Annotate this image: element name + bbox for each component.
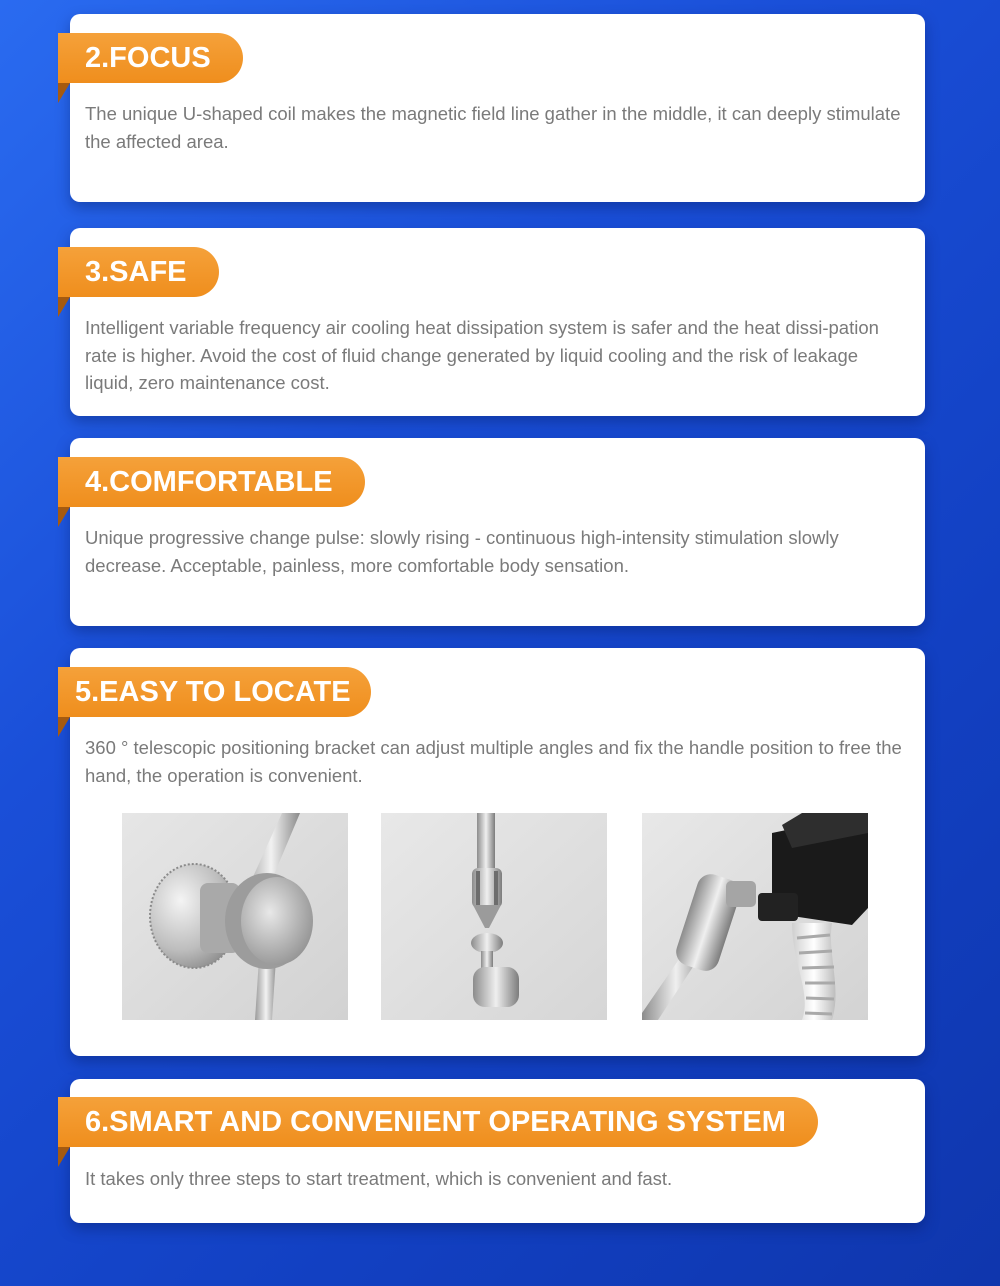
- handle-mount-illustration: [642, 813, 868, 1020]
- section-text-focus: The unique U-shaped coil makes the magnetic field line gather in the middle, it can deeply stimulate the affected area.: [85, 103, 901, 152]
- section-text-comfortable: Unique progressive change pulse: slowly rising - continuous high-intensity stimulation slowly decrease. Acceptable, painless, more comfortable body sensation.: [85, 527, 839, 576]
- knob-clamp-illustration: [122, 813, 348, 1020]
- section-title-focus: 2.FOCUS: [58, 33, 243, 83]
- knob-clamp-photo: [122, 813, 348, 1020]
- ball-joint-photo: [381, 813, 607, 1020]
- section-title-easy-to-locate: 5.EASY TO LOCATE: [58, 667, 371, 717]
- section-text-smart-system: It takes only three steps to start treatment, which is convenient and fast.: [85, 1168, 673, 1189]
- handle-mount-photo: [642, 813, 868, 1020]
- section-text-easy-to-locate: 360 ° telescopic positioning bracket can adjust multiple angles and fix the handle position to free the hand, the operation is convenient.: [85, 737, 902, 786]
- section-title-safe: 3.SAFE: [58, 247, 219, 297]
- section-title-smart-system: 6.SMART AND CONVENIENT OPERATING SYSTEM: [58, 1097, 818, 1147]
- section-title-comfortable: 4.COMFORTABLE: [58, 457, 365, 507]
- ball-joint-illustration: [381, 813, 607, 1020]
- section-text-safe: Intelligent variable frequency air cooling heat dissipation system is safer and the heat dissi-pation rate is higher. Avoid the cost of fluid change generated by liquid cooling and the risk of leakage liquid, zero maintenance cost.: [85, 317, 879, 393]
